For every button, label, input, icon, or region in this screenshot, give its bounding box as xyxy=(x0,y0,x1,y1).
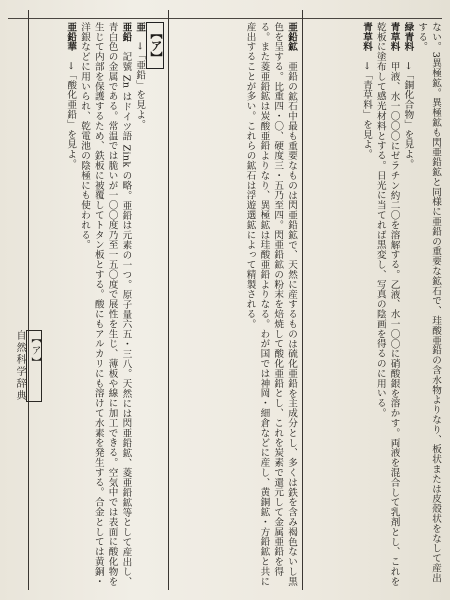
running-head-section: 【ア】 xyxy=(26,330,42,402)
entry-head: 亜 xyxy=(134,22,146,32)
entry-head: 亜鉛 xyxy=(120,22,132,42)
column-rule-left xyxy=(28,10,29,590)
column-middle xyxy=(172,22,298,588)
entry-head: 緑青料 xyxy=(402,22,414,52)
entry-head: 亜鉛華 xyxy=(65,22,77,52)
entry-text: →「亜鉛」を見よ。 xyxy=(134,41,146,130)
top-rule xyxy=(8,18,442,19)
running-head-title: 自然科学辞典 xyxy=(14,330,25,402)
entry-head: 青草料 xyxy=(361,22,373,52)
entry-text: →「酸化亜鉛」を見よ。 xyxy=(65,61,77,169)
entry-text: →「銅化合物」を見よ。 xyxy=(402,61,414,169)
entry-text: 甲液、水一〇〇〇にゼラチン約二〇を溶解する。乙液、水一〇〇に硝酸銀を溶かす。両液を混合して乳剤とし、これを乾板に塗布して感光材料とする。日光に当てれば黒変し、写真の陰画を得るのに用いる。 xyxy=(374,22,400,587)
entry-text: ない。3異極鉱。異極鉱も閃亜鉛鉱と同様に亜鉛の重要な鉱石で、珪酸亜鉛の含水物よりなり、板状または皮殻状をなして産出する。 xyxy=(416,22,441,583)
entry-head: 亜鉛鉱 xyxy=(286,22,297,52)
section-heading: 【ア】 xyxy=(146,22,164,69)
entry-text: →「青草料」を見よ。 xyxy=(361,61,373,160)
column-rule-mid-right xyxy=(302,10,303,590)
entry-text: 記號 Zn はドイツ語 Zink の略。亜鉛は元素の一つ。原子量六五・三八。天然には閃亜鉛鉱、菱亜鉛鉱等として産出し、青白色の金属である。常温では脆いが一〇〇度乃至一五〇度で展性を生じ、薄板や線に加工できる。空気中では表面に酸化物を生じて内部を保護するため、鉄板に被覆してトタン板とする。酸にもアルカリにも溶けて水素を発生する。合金としては黄銅・洋銀などに用いられ、乾電池の陰極にも使われる。 xyxy=(79,22,132,587)
entry-text: 亜鉛の鉱石中最も重要なものは閃亜鉛鉱で、天然に産するものは硫化亜鉛を主成分とし、多くは鉄を含み褐色ないし黒色を呈する。比重四・〇、硬度三・五乃至四。閃亜鉛鉱の粉末を焙焼して酸化亜鉛とし、これを炭素で還元して金属亜鉛を得る。また菱亜鉛鉱は炭酸亜鉛よりなり、異極鉱は珪酸亜鉛よりなる。わが国では神岡・細倉などに産し、黄銅鉱・方鉛鉱と共に産出することが多い。これらの鉱石は浮遊選鉱によって精製される。 xyxy=(244,22,297,587)
column-rule-mid-left xyxy=(168,10,169,590)
entry-head: 青草料 xyxy=(388,22,400,52)
column-right xyxy=(306,22,442,588)
column-left xyxy=(32,22,164,588)
